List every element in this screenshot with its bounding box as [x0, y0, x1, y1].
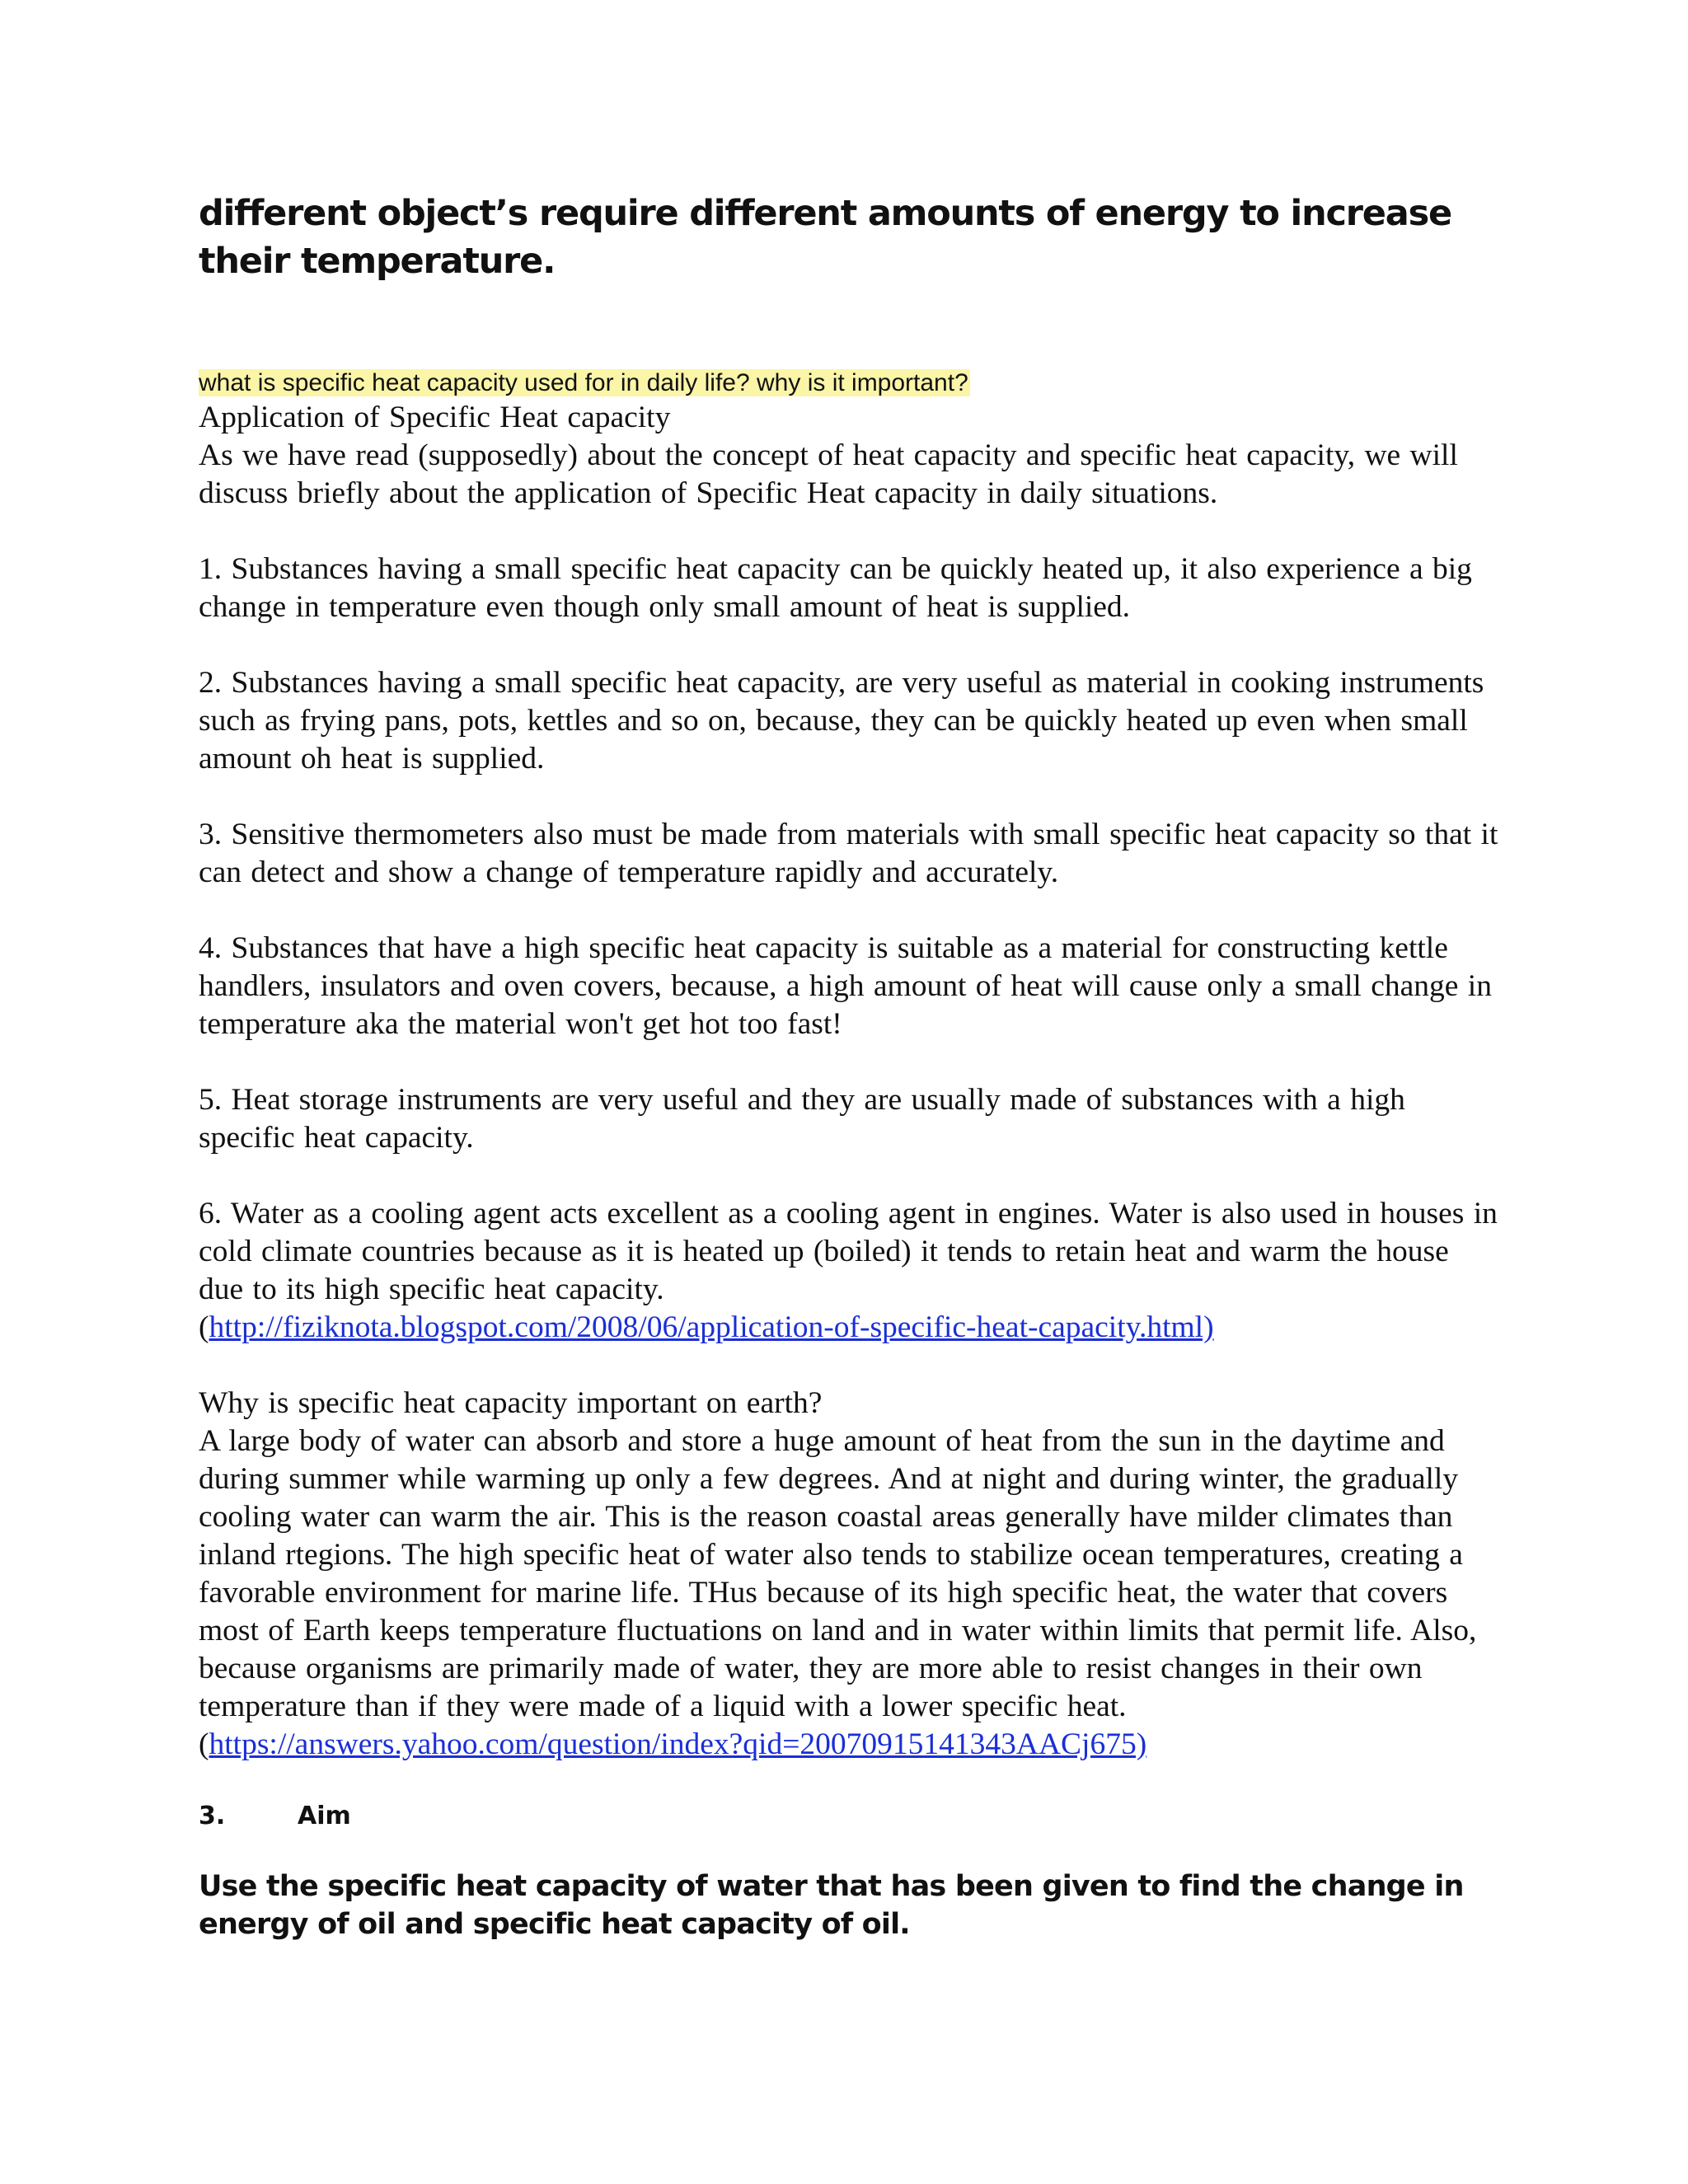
point-1: 1. Substances having a small specific heat capacity can be quickly heated up, it also experience a big change in temperature even though only small amount of heat is supplied.	[199, 552, 1472, 624]
document-page	[199, 190, 1501, 1943]
application-heading: Application of Specific Heat capacity	[199, 401, 671, 434]
highlighted-question-text: what is specific heat capacity used for in daily life? why is it important?	[199, 369, 968, 396]
section-heading	[199, 1800, 1501, 1833]
document-title: different object’s require different amounts of energy to increase their temperature.	[199, 193, 1451, 282]
point-6: 6. Water as a cooling agent acts excellent as a cooling agent in engines. Water is also used in houses in cold climate countries because as it is heated up (boiled) it tends to retain heat and warm the house due to its high specific heat capacity.	[199, 1197, 1498, 1306]
body-text	[199, 399, 1501, 1764]
point-4: 4. Substances that have a high specific heat capacity is suitable as a material for constructing kettle handlers, insulators and oven covers, because, a high amount of heat will cause only a small change in temperature aka the material won't get hot too fast!	[199, 931, 1492, 1041]
intro-paragraph: As we have read (supposedly) about the concept of heat capacity and specific heat capacity, we will discuss briefly about the application of Specific Heat capacity in daily situations.	[199, 438, 1458, 510]
earth-answer	[199, 1422, 1501, 1764]
highlighted-question	[199, 368, 1501, 399]
earth-answer-text: A large body of water can absorb and store a huge amount of heat from the sun in the daytime and during summer while warming up only a few degrees. And at night and during winter, the gradually cooling water can warm the air. This is the reason coastal areas generally have milder climates than inland rtegions. The high specific heat of water also tends to stabilize ocean temperatures, creating a favorable environment for marine life. THus because of its high specific heat, the water that covers most of Earth keeps temperature fluctuations on land and in water within limits that permit life. Also, because organisms are primarily made of water, they are more able to resist changes in their own temperature than if they were made of a liquid with a lower specific heat. (	[199, 1424, 1477, 1761]
point-2: 2. Substances having a small specific heat capacity, are very useful as material in cooking instruments such as frying pans, pots, kettles and so on, because, they can be quickly heated up even when small amount oh heat is supplied.	[199, 666, 1484, 776]
source-link-yahoo[interactable]: https://answers.yahoo.com/question/index?qid=20070915141343AACj675)	[209, 1727, 1147, 1761]
section-label: Aim	[298, 1802, 351, 1830]
link-open-paren: (	[199, 1310, 209, 1344]
section-number: 3.	[199, 1802, 226, 1830]
source-link-line-1	[199, 1309, 1501, 1347]
point-3: 3. Sensitive thermometers also must be made from materials with small specific heat capacity so that it can detect and show a change of temperature rapidly and accurately.	[199, 818, 1498, 889]
earth-question: Why is specific heat capacity important on earth?	[199, 1386, 823, 1420]
aim-statement: Use the specific heat capacity of water that has been given to find the change in energy of oil and specific heat capacity of oil.	[199, 1870, 1464, 1941]
source-link-fiziknota[interactable]: http://fiziknota.blogspot.com/2008/06/application-of-specific-heat-capacity.html)	[209, 1310, 1214, 1344]
point-5: 5. Heat storage instruments are very useful and they are usually made of substances with a high specific heat capacity.	[199, 1083, 1405, 1155]
